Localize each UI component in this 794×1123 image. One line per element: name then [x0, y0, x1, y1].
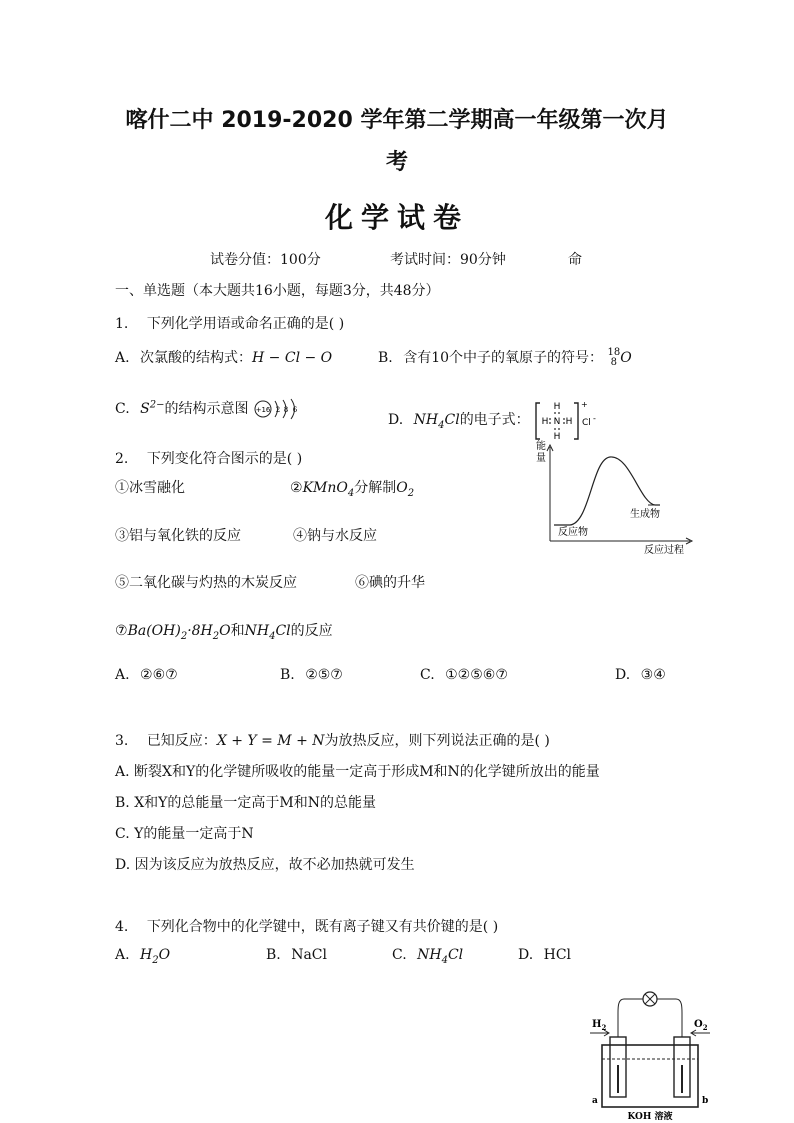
q1-option-c [115, 397, 301, 421]
reaction-equation: X + Y = M + N [216, 733, 325, 749]
q2-item-1 [115, 477, 185, 497]
option-label: C. [420, 667, 435, 683]
option-label: C. [392, 947, 407, 963]
item-text: 钠与水反应 [307, 528, 377, 544]
q2-item-2 [290, 477, 414, 499]
atom-structure-diagram [253, 397, 301, 421]
nucleus-charge: +16 [255, 406, 271, 414]
formula-h: H [140, 947, 153, 963]
item-text: 和 [230, 623, 245, 639]
energy-diagram [530, 437, 700, 557]
item-marker: ② [290, 480, 303, 496]
option-value: ③④ [640, 667, 666, 683]
q4-option-d [518, 947, 571, 963]
time-info: 考试时间：90分钟 [390, 252, 506, 268]
formula-nh: NH [417, 947, 442, 963]
lewis-cl: Cl [582, 418, 591, 428]
formula-cl: Cl [447, 947, 464, 963]
q2-option-a [115, 667, 178, 683]
option-text: NaCl [291, 947, 327, 963]
option-label: B. [266, 947, 281, 963]
q4-option-b [266, 947, 327, 963]
q3-option-b [115, 792, 376, 812]
y-axis-label-2: 量 [536, 453, 546, 464]
isotope-notation [607, 348, 620, 368]
q1-option-a [115, 347, 332, 367]
item-formula: O [219, 623, 231, 639]
option-text: 的结构示意图 [164, 401, 249, 417]
option-label: C. [115, 826, 130, 842]
question-4 [115, 916, 498, 936]
item-sub: 2 [180, 630, 188, 642]
lewis-h-bottom: H [553, 432, 561, 442]
item-formula: Ba(OH) [127, 623, 181, 639]
option-label: A. [115, 764, 130, 780]
option-text: X和Y的总能量一定高于M和N的总能量 [134, 795, 376, 811]
q1-option-b [378, 347, 632, 368]
wire-left [618, 999, 643, 1037]
q2-option-d [615, 667, 666, 683]
item-marker: ⑤ [115, 575, 129, 591]
h2-label: $H_2$ [592, 1019, 607, 1032]
question-stem: 下列化合物中的化学键中，既有离子键又有共价键的是( ) [146, 919, 499, 935]
option-label: B. [378, 350, 393, 366]
item-text: 冰雪融化 [129, 480, 185, 496]
item-text: 铝与氧化铁的反应 [129, 528, 241, 544]
item-marker: ⑥ [355, 575, 369, 591]
item-marker: ④ [293, 528, 307, 544]
item-formula: O [396, 480, 408, 496]
option-text: 次氯酸的结构式： [140, 350, 253, 366]
question-number: 1. [115, 316, 129, 332]
shell-electrons-1: 2 [275, 406, 281, 414]
option-text: Y的能量一定高于N [134, 826, 254, 842]
item-sub: 2 [212, 630, 220, 642]
question-stem: 下列变化符合图示的是( ) [146, 451, 303, 467]
lewis-h-right: H [565, 417, 573, 427]
question-number: 3. [115, 733, 129, 749]
section-heading: 一、单选题（本大题共16小题，每题3分，共48分） [115, 283, 440, 299]
item-marker: ① [115, 480, 129, 496]
q3-option-c [115, 823, 254, 843]
solution-label: KOH 溶液 [627, 1112, 673, 1122]
item-formula: KMnO [302, 480, 348, 496]
q2-item-6 [355, 572, 425, 592]
q2-option-b [280, 667, 343, 683]
q4-option-c [392, 947, 463, 966]
fuel-cell-diagram [588, 985, 718, 1123]
option-label: C. [115, 401, 130, 417]
mass-number: 18 [607, 347, 621, 358]
option-label: D. [518, 947, 534, 963]
item-text: 的反应 [290, 623, 333, 639]
formula-sub: 4 [441, 954, 448, 966]
wire-right [657, 999, 682, 1037]
setter-info: 命 [568, 252, 582, 268]
shell-electrons-2: 8 [283, 406, 289, 414]
formula-sub: 2 [152, 954, 159, 966]
option-label: B. [115, 795, 130, 811]
item-sub: 4 [269, 630, 276, 642]
formula-sub: 4 [438, 419, 445, 431]
option-label: B. [280, 667, 295, 683]
formula-o: O [158, 947, 171, 963]
item-formula: Cl [275, 623, 291, 639]
charge-plus: + [581, 400, 588, 409]
formula-cl: Cl [444, 412, 460, 428]
page-title-line2: 考 [385, 150, 408, 175]
bracket-right [574, 403, 578, 439]
option-value: ②⑤⑦ [305, 667, 343, 683]
q2-item-3 [115, 525, 241, 545]
item-text: 二氧化碳与灼热的木炭反应 [129, 575, 297, 591]
product-label: 生成物 [630, 509, 660, 520]
q3-option-a [115, 761, 600, 781]
option-label: A. [115, 947, 130, 963]
element-symbol: O [620, 350, 632, 366]
q2-item-5 [115, 572, 297, 592]
option-label: D. [615, 667, 631, 683]
subject-title: 化学试卷 [324, 201, 469, 234]
lewis-n: N [553, 417, 561, 427]
item-marker: ⑦ [115, 623, 128, 639]
option-label: A. [115, 350, 130, 366]
q4-option-a [115, 947, 170, 966]
item-sub: 2 [407, 487, 415, 499]
option-text: 含有10个中子的氧原子的符号： [403, 350, 604, 366]
question-3 [115, 730, 550, 750]
q2-option-c [420, 667, 508, 683]
item-marker: ③ [115, 528, 129, 544]
option-value: ①②⑤⑥⑦ [445, 667, 508, 683]
q2-item-4 [293, 525, 377, 545]
ion-symbol: S [140, 401, 150, 417]
x-axis-label: 反应过程 [644, 545, 684, 556]
option-label: D. [115, 857, 131, 873]
q2-item-7 [115, 620, 333, 642]
option-text: 的电子式： [459, 412, 530, 428]
question-2 [115, 448, 302, 468]
o2-label: $O_2$ [694, 1019, 708, 1032]
formula-nh: NH [413, 412, 439, 428]
page-title-line1: 喀什二中 2019-2020 学年第二学期高一年级第一次月 [125, 108, 669, 133]
option-label: D. [388, 412, 404, 428]
q3-option-d [115, 854, 415, 874]
question-stem: 已知反应： [146, 733, 217, 749]
question-1 [115, 313, 344, 333]
shell-electrons-3: 6 [292, 406, 298, 414]
item-text: 碘的升华 [369, 575, 425, 591]
lewis-h-left: H [541, 417, 549, 427]
option-text: HCl [543, 947, 572, 963]
item-text: 分解制 [354, 480, 397, 496]
option-text: 因为该反应为放热反应，故不必加热就可发生 [134, 857, 415, 873]
electrode-a-label: a [592, 1096, 598, 1106]
question-number: 2. [115, 451, 129, 467]
option-formula: H − Cl − O [252, 350, 333, 366]
lewis-h-top: H [553, 402, 561, 412]
ion-charge: 2− [149, 399, 165, 411]
score-info: 试卷分值：100分 [210, 252, 321, 268]
bracket-left [536, 403, 540, 439]
reactant-label: 反应物 [558, 527, 588, 538]
option-value: ②⑥⑦ [140, 667, 178, 683]
lewis-cl-charge: - [593, 414, 597, 423]
electrode-b-label: b [702, 1096, 709, 1106]
item-formula: ·8H [187, 623, 213, 639]
option-label: A. [115, 667, 130, 683]
question-stem-end: 为放热反应，则下列说法正确的是( ) [324, 733, 550, 749]
atomic-number: 8 [610, 357, 618, 368]
item-formula: NH [244, 623, 270, 639]
option-text: 断裂X和Y的化学键所吸收的能量一定高于形成M和N的化学键所放出的能量 [134, 764, 600, 780]
y-axis-label-1: 能 [536, 441, 546, 452]
question-stem: 下列化学用语或命名正确的是( ) [146, 316, 345, 332]
question-number: 4. [115, 919, 129, 935]
item-sub: 4 [347, 487, 355, 499]
